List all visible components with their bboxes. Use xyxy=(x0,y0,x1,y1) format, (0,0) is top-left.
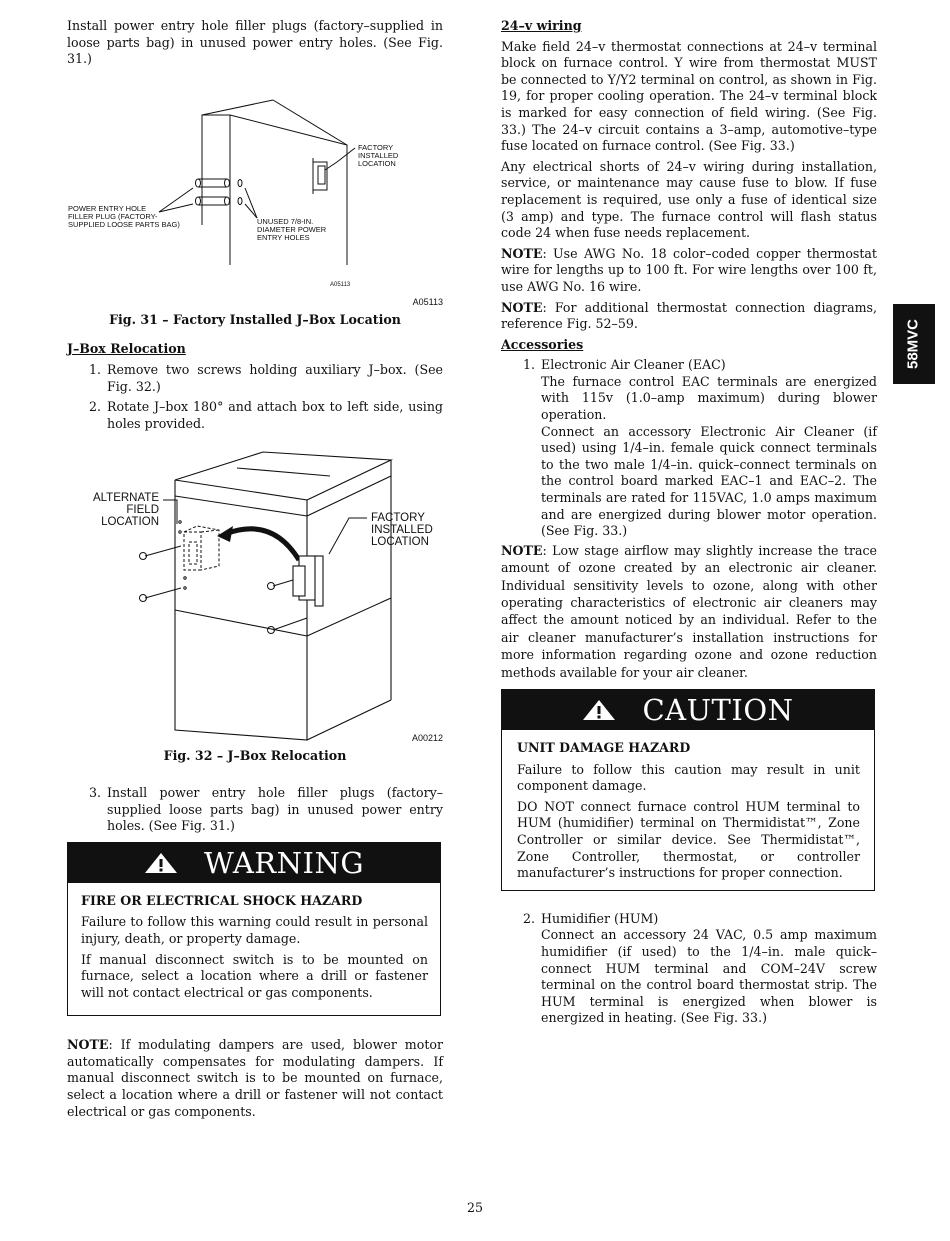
caution-title: CAUTION xyxy=(642,693,794,728)
fig32-alt-label-1: ALTERNATE xyxy=(92,492,159,505)
fig31-drawing xyxy=(67,70,443,266)
fig31-caption: Fig. 31 – Factory Installed J–Box Location xyxy=(109,311,401,327)
fig32-caption: Fig. 32 – J–Box Relocation xyxy=(163,748,347,764)
caution-hazard: UNIT DAMAGE HAZARD xyxy=(517,740,691,756)
figure-31 xyxy=(67,70,443,307)
svg-text:LOCATION xyxy=(358,159,396,168)
step-3-text: Install power entry hole filler plugs (factory–supplied loose parts bag) in unused power entry holes. (See Fig. 31.) xyxy=(107,784,443,834)
warning-title: WARNING xyxy=(203,845,364,880)
accessories-list xyxy=(501,357,877,540)
wiring-p2: Any electrical shorts of 24–v wiring during installation, service, or maintenance may cause fuse to blow. If fuse replacement is required, use only a fuse of identical size (3 amp) and type. The furnace control will flash status code 24 when fuse needs replacement. xyxy=(501,158,877,241)
warning-hazard: FIRE OR ELECTRICAL SHOCK HAZARD xyxy=(81,892,363,908)
caution-header xyxy=(502,690,874,730)
svg-text:LOCATION xyxy=(101,516,159,528)
figure-32 xyxy=(67,438,443,756)
left-column xyxy=(67,18,443,1120)
accessory-hum xyxy=(501,911,877,1027)
accessory-eac xyxy=(501,357,877,540)
warning-box xyxy=(67,842,441,1017)
jbox-heading: J–Box Relocation xyxy=(67,341,186,357)
jbox-steps xyxy=(67,362,443,432)
note-awg-label: NOTE xyxy=(501,245,543,261)
caution-p2: DO NOT connect furnace control HUM terminal to HUM (humidifier) terminal on Thermidistat™, Zone Controller or similar device. See Thermidistat™, Zone Controller, thermostat, or controller manufacturer’s instructions for proper connection. xyxy=(517,798,860,881)
fig31-unused-label-2: DIAMETER POWER xyxy=(257,224,327,234)
fig32-drawing xyxy=(67,438,443,756)
fig31-plug-label-2: FILLER PLUG (FACTORY- xyxy=(68,211,158,221)
caution-p1: Failure to follow this caution may result in unit component damage. xyxy=(517,761,860,794)
fig31-factory-label-3: LOCATION xyxy=(358,158,396,168)
warning-p1: Failure to follow this warning could result in personal injury, death, or property damage. xyxy=(81,914,428,946)
svg-text:ENTRY HOLES xyxy=(257,233,310,242)
note-ozone-text: : Low stage airflow may slightly increase the trace amount of ozone created by an electronic air cleaner. Individual sensitivity levels to ozone, along with other operating characteristics of electronic air cleaners may affect the amount noticed by an individual. Refer to the air cleaner manufacturer’s installation instructions for more information regarding ozone and ozone reduction methods available for your air cleaner. xyxy=(501,542,877,680)
note-diagrams xyxy=(501,300,877,333)
caution-body xyxy=(502,730,874,890)
step-1 xyxy=(67,362,443,395)
side-tab-label: 58MVC xyxy=(904,318,922,370)
svg-text:INSTALLED xyxy=(371,524,433,536)
step-1-text: Remove two screws holding auxiliary J–box. (See Fig. 32.) xyxy=(107,361,443,394)
fig31-plug-label-3: SUPPLIED LOOSE PARTS BAG) xyxy=(68,219,180,229)
note-diagrams-text: : For additional thermostat connection diagrams, reference Fig. 52–59. xyxy=(501,299,877,332)
svg-text:SUPPLIED LOOSE PARTS BAG) xyxy=(68,220,180,229)
warning-body xyxy=(68,883,440,1016)
svg-text:LOCATION xyxy=(371,536,429,548)
caution-triangle-icon xyxy=(582,699,616,721)
accessories-list-2 xyxy=(501,911,877,1027)
note-dampers xyxy=(67,1037,443,1120)
fig32-factory-label-3: LOCATION xyxy=(371,536,429,549)
accessory-hum-num: 2. xyxy=(523,910,536,926)
page-number: 25 xyxy=(466,1200,484,1215)
fig31-unused-label-3: ENTRY HOLES xyxy=(257,232,310,242)
note-dampers-label: NOTE xyxy=(67,1037,109,1053)
fig31-small-code-text: A05113 xyxy=(330,281,351,288)
step-1-num: 1. xyxy=(89,361,102,377)
fig32-alt-label-3: LOCATION xyxy=(101,516,159,529)
note-awg xyxy=(501,246,877,296)
step-2-text: Rotate J–box 180° and attach box to left side, using holes provided. xyxy=(107,399,443,431)
wiring-p1: Make field 24–v thermostat connections at 24–v terminal block on furnace control. Y wire from thermostat MUST be connected to Y/Y2 terminal on control, as shown in Fig. 19, for proper cooling operation. The 24–v terminal block is marked for easy connection of field wiring. (See Fig. 33.) The 24–v circuit contains a 3–amp, automotive–type fuse located on furnace control. (See Fig. 33.) xyxy=(501,38,877,154)
caution-box xyxy=(501,689,875,891)
intro-paragraph: Install power entry hole filler plugs (factory–supplied in loose parts bag) in unused power entry holes. (See Fig. 31.) xyxy=(67,18,443,67)
side-tab xyxy=(893,304,935,384)
svg-text:FIELD xyxy=(126,504,159,516)
fig31-factory-label-1: FACTORY xyxy=(358,142,394,152)
fig31-factory-label-2: INSTALLED xyxy=(358,150,399,160)
right-column xyxy=(501,18,877,1027)
accessories-heading: Accessories xyxy=(501,336,584,352)
note-ozone-label: NOTE xyxy=(501,542,543,558)
note-ozone xyxy=(501,542,877,681)
fig32-code: A00212 xyxy=(411,733,443,744)
fig31-code: A05113 xyxy=(412,296,443,307)
svg-text:ALTERNATE xyxy=(93,492,159,504)
warning-p2: If manual disconnect switch is to be mounted on furnace, select a location where a drill or fastener will not contact electrical or gas components. xyxy=(81,951,428,1000)
warning-header xyxy=(68,843,440,883)
jbox-step-3-list xyxy=(67,785,443,835)
fig32-alt-label-2: FIELD xyxy=(126,504,159,517)
accessory-eac-p2: Connect an accessory Electronic Air Cleaner (if used) using 1/4–in. female quick connect terminals to the two male 1/4–in. quick–connect terminals on the control board marked EAC–1 and EAC–2. The terminals are rated for 115VAC, 1.0 amps maximum and are energized during blower motor operation. (See Fig. 33.) xyxy=(541,423,877,539)
accessory-eac-num: 1. xyxy=(523,357,536,373)
fig32-factory-label-1: FACTORY xyxy=(371,512,425,525)
accessory-hum-title: Humidifier (HUM) xyxy=(541,910,659,926)
accessory-eac-title: Electronic Air Cleaner (EAC) xyxy=(541,357,726,373)
step-3-num: 3. xyxy=(89,784,102,800)
warning-triangle-icon xyxy=(144,852,178,874)
accessory-hum-p1: Connect an accessory 24 VAC, 0.5 amp maximum humidifier (if used) to the 1/4–in. male quick–connect HUM terminal and COM–24V screw terminal on the control board thermostat strip. The HUM terminal is energized when blower is energized in heating. (See Fig. 33.) xyxy=(541,927,877,1026)
svg-text:A00212 xyxy=(412,733,443,743)
step-3 xyxy=(67,785,443,835)
step-2 xyxy=(67,399,443,432)
svg-text:FACTORY xyxy=(371,512,425,524)
accessory-eac-p1: The furnace control EAC terminals are energized with 115v (1.0–amp maximum) during blower operation. xyxy=(541,373,877,423)
note-diagrams-label: NOTE xyxy=(501,299,543,315)
fig32-factory-label-2: INSTALLED xyxy=(371,524,433,537)
note-awg-text: : Use AWG No. 18 color–coded copper thermostat wire for lengths up to 100 ft. For wire lengths over 100 ft, use AWG No. 16 wire. xyxy=(501,245,877,294)
fig31-unused-label-1: UNUSED 7/8-IN. xyxy=(257,216,314,226)
wiring-heading: 24–v wiring xyxy=(501,18,582,33)
fig31-plug-label-1: POWER ENTRY HOLE xyxy=(68,203,147,213)
step-2-num: 2. xyxy=(89,399,102,415)
note-dampers-text: : If modulating dampers are used, blower motor automatically compensates for modulating dampers. If manual disconnect switch is to be mounted on furnace, select a location where a drill or fastener will not contact electrical or gas components. xyxy=(67,1037,443,1119)
